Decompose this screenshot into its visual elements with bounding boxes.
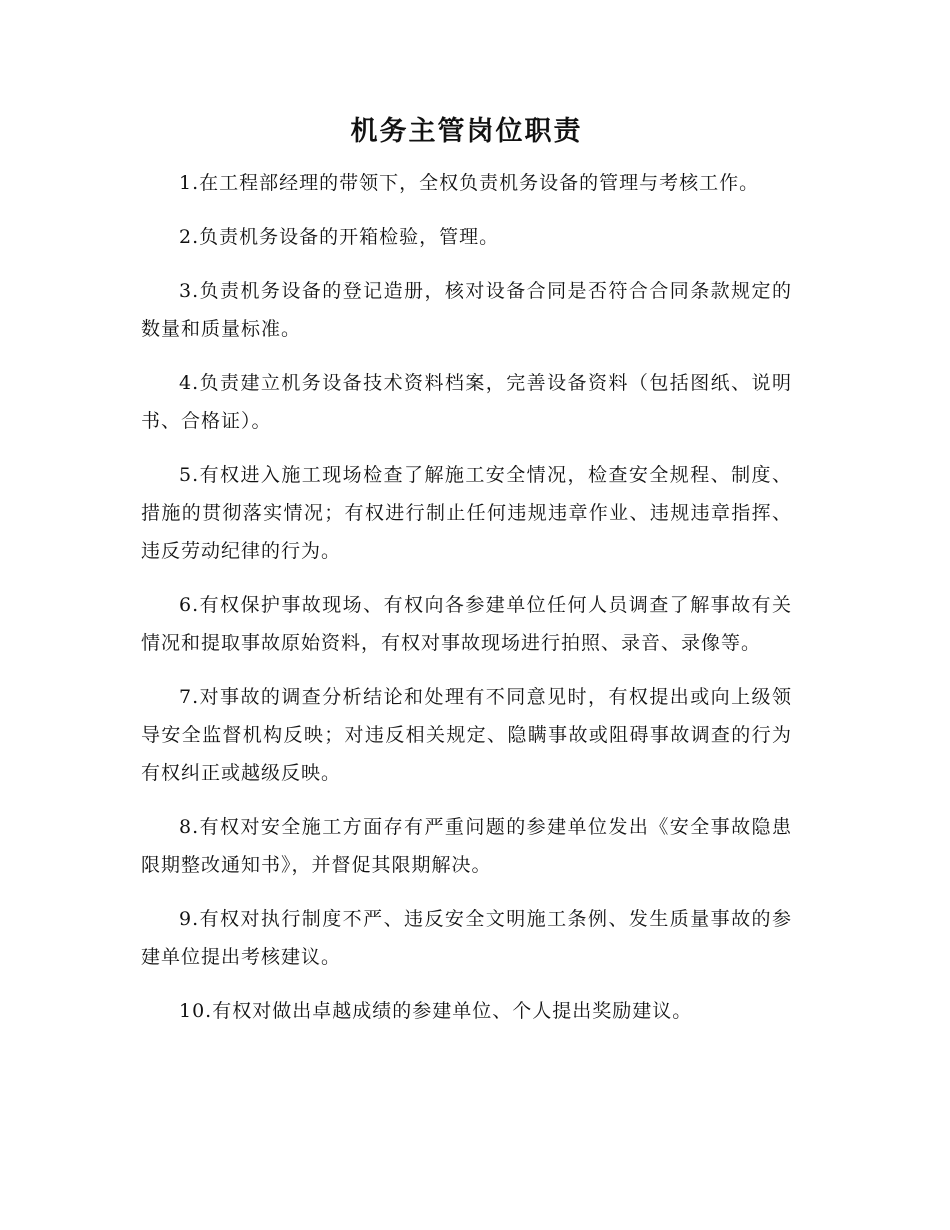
paragraph-2: 2.负责机务设备的开箱检验，管理。 bbox=[179, 226, 500, 248]
paragraph-5: 5.有权进入施工现场检查了解施工安全情况，检查安全规程、制度、措施的贯彻落实情况；有权进行制止任何违规违章作业、违规违章指挥、违反劳动纪律的行为。 bbox=[141, 464, 792, 562]
document-title: 机务主管岗位职责 bbox=[350, 116, 583, 147]
paragraph-6: 6.有权保护事故现场、有权向各参建单位任何人员调查了解事故有关情况和提取事故原始资料，有权对事故现场进行拍照、录音、录像等。 bbox=[141, 594, 792, 654]
paragraph-9: 9.有权对执行制度不严、违反安全文明施工条例、发生质量事故的参建单位提出考核建议。 bbox=[141, 908, 792, 968]
paragraph-3: 3.负责机务设备的登记造册，核对设备合同是否符合合同条款规定的数量和质量标准。 bbox=[141, 280, 792, 340]
paragraph-10: 10.有权对做出卓越成绩的参建单位、个人提出奖励建议。 bbox=[179, 1000, 693, 1022]
paragraph-1: 1.在工程部经理的带领下，全权负责机务设备的管理与考核工作。 bbox=[179, 172, 760, 194]
paragraph-4: 4.负责建立机务设备技术资料档案，完善设备资料（包括图纸、说明书、合格证）。 bbox=[141, 372, 792, 432]
paragraph-7: 7.对事故的调查分析结论和处理有不同意见时，有权提出或向上级领导安全监督机构反映；对违反相关规定、隐瞒事故或阻碍事故调查的行为有权纠正或越级反映。 bbox=[141, 686, 792, 784]
paragraph-8: 8.有权对安全施工方面存有严重问题的参建单位发出《安全事故隐患限期整改通知书》，并督促其限期解决。 bbox=[141, 816, 792, 876]
